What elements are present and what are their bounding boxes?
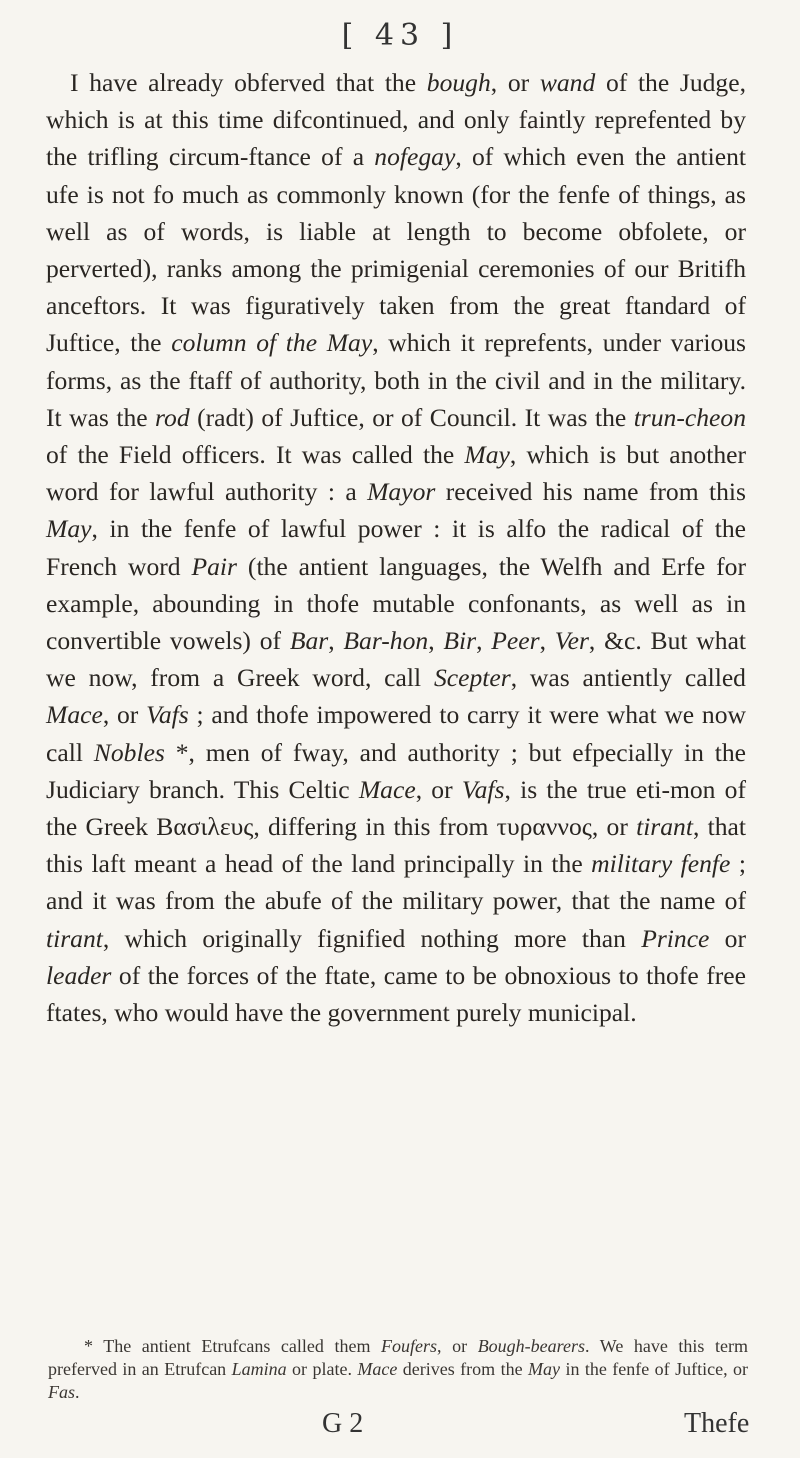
italic-term: tirant bbox=[636, 812, 693, 842]
text-run: , which originally fignified nothing more than bbox=[102, 923, 642, 953]
italic-term: nofegay bbox=[374, 142, 456, 172]
text-run: of the forces of the ftate, came to be obnoxious to thofe free ftates, who would have the government purely municipal. bbox=[46, 960, 746, 1028]
italic-term: Peer bbox=[491, 626, 540, 656]
text-run: , or bbox=[490, 68, 540, 97]
italic-term: rod bbox=[155, 402, 190, 432]
text-run: , bbox=[428, 626, 444, 656]
italic-term: tirant bbox=[46, 923, 103, 953]
text-run: (the antient languages, the Welfh and Erfe for example, abounding in thofe mutable confonants, as well as in convertible vowels) of bbox=[46, 551, 746, 656]
italic-term: Vafs bbox=[461, 774, 505, 804]
text-run: of the Judge, which is at this time difcontinued, and only faintly reprefented by the trifling circum-ftance of a bbox=[46, 68, 746, 172]
text-run: , or bbox=[415, 774, 462, 804]
italic-term: Scepter bbox=[433, 663, 511, 693]
text-run: , bbox=[476, 626, 492, 656]
text-run: or bbox=[709, 923, 747, 953]
signature-mark: G 2 bbox=[322, 1408, 364, 1439]
italic-term: leader bbox=[46, 960, 112, 990]
italic-term: Ver bbox=[554, 626, 589, 656]
main-paragraph bbox=[46, 64, 746, 1031]
italic-term: Mace bbox=[357, 1359, 398, 1379]
text-run: , that this laft meant a head of the land principally in the bbox=[46, 812, 746, 879]
text-run: , is the true eti-mon of the Greek Βασιλευς, differing in this from τυραννος, or bbox=[46, 774, 746, 842]
italic-term: May bbox=[528, 1359, 561, 1379]
text-run: , or bbox=[437, 1336, 478, 1356]
italic-term: Bar bbox=[289, 626, 329, 656]
text-run: ; and thofe impowered to carry it were what we now call bbox=[46, 700, 747, 767]
text-run: , or bbox=[102, 700, 147, 730]
italic-term: Vafs bbox=[146, 700, 189, 730]
italic-term: Prince bbox=[641, 923, 710, 953]
text-run: , &c. But what we now, from a Greek word, call bbox=[46, 626, 747, 693]
italic-term: Bough-bearers bbox=[477, 1336, 586, 1356]
italic-term: Mayor bbox=[367, 477, 436, 507]
text-run: * The antient Etrufcans called them bbox=[84, 1336, 382, 1356]
italic-term: Mace bbox=[358, 774, 416, 804]
italic-term: May bbox=[464, 440, 510, 470]
text-run: *, men of fway, and authority ; but efpecially in the Judiciary branch. This Celtic bbox=[46, 737, 746, 804]
italic-term: Pair bbox=[191, 551, 238, 581]
text-run: in the fenfe of Juftice, or bbox=[560, 1359, 748, 1379]
italic-term: trun-cheon bbox=[633, 402, 746, 432]
text-run: , was antiently called bbox=[510, 663, 746, 693]
italic-term: May bbox=[46, 514, 92, 544]
italic-term: Lamina bbox=[231, 1359, 287, 1379]
italic-term: wand bbox=[539, 68, 596, 97]
text-run: I have already obferved that the bbox=[70, 68, 427, 97]
text-run: (radt) of Juftice, or of Council. It was the bbox=[189, 402, 634, 432]
italic-term: bough bbox=[426, 68, 491, 97]
italic-term: Mace bbox=[46, 700, 103, 730]
italic-term: column of the May bbox=[171, 328, 373, 358]
page-number: [ 43 ] bbox=[341, 18, 459, 53]
catchword: Thefe bbox=[684, 1408, 750, 1439]
italic-term: Fas bbox=[48, 1382, 75, 1402]
text-run: , bbox=[328, 626, 344, 656]
italic-term: Bar-hon bbox=[343, 626, 429, 656]
italic-term: Foufers bbox=[381, 1336, 438, 1356]
text-run: , which is but another word for lawful authority : a bbox=[46, 440, 747, 507]
italic-term: military fenfe bbox=[591, 849, 731, 879]
text-run: , of which even the antient ufe is not fo much as commonly known (for the fenfe of things, as well as of words, is liable at length to become obfolete, or perverted), ranks among the primigenial ceremonies of our Britifh anceftors. It was figuratively taken from the great ftandard of Juftice, the bbox=[46, 142, 746, 358]
text-run: , bbox=[539, 626, 555, 656]
text-run: received his name from this bbox=[435, 477, 747, 507]
text-run: or plate. bbox=[286, 1359, 358, 1379]
text-run: ; and it was from the abufe of the military power, that the name of bbox=[46, 849, 746, 916]
text-run: . We have this term preferved in an Etrufcan bbox=[48, 1336, 749, 1379]
text-run: , which it reprefents, under various forms, as the ftaff of authority, both in the civil and in the military. It was the bbox=[46, 328, 746, 432]
text-run: . bbox=[75, 1382, 80, 1402]
text-run: of the Field officers. It was called the bbox=[46, 440, 465, 470]
italic-term: Nobles bbox=[93, 737, 165, 767]
text-run: , in the fenfe of lawful power : it is alfo the radical of the French word bbox=[46, 514, 746, 581]
footnote bbox=[48, 1335, 748, 1404]
text-run: derives from the bbox=[397, 1359, 529, 1379]
italic-term: Bir bbox=[443, 626, 477, 656]
